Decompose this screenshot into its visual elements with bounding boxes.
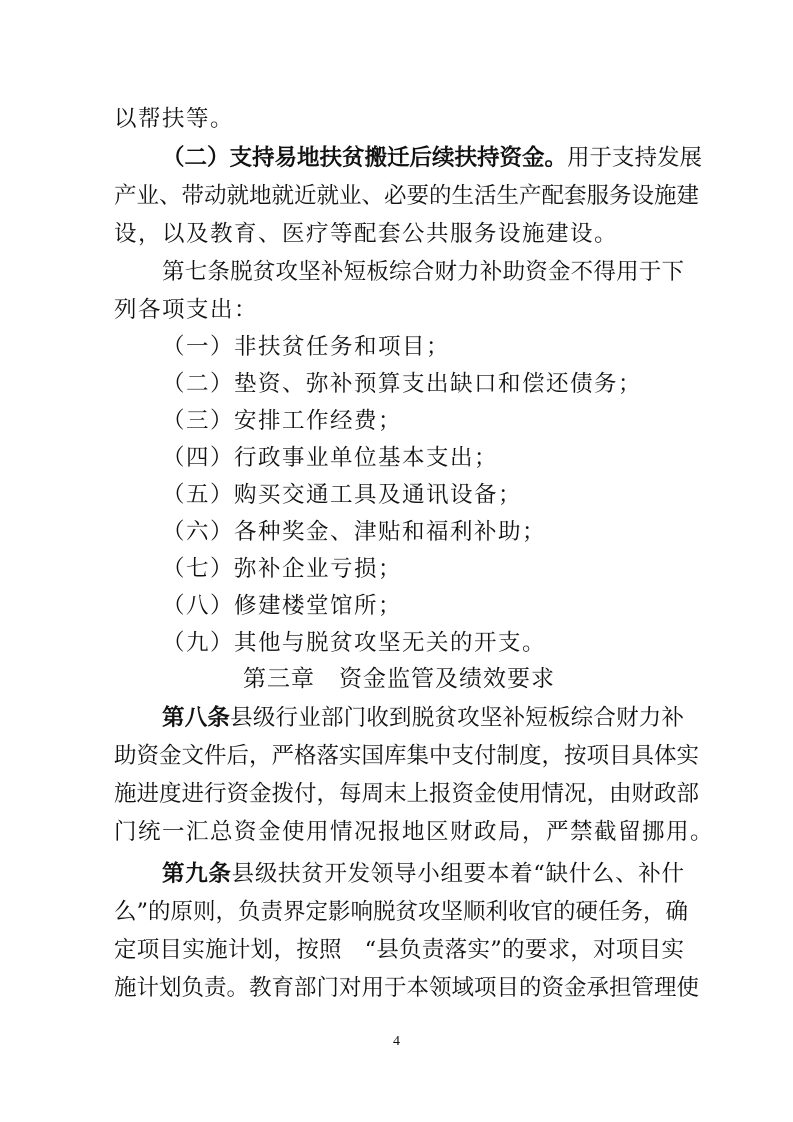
article-label: 第七条 (162, 259, 231, 285)
text-line: 助资金文件后，严格落实国库集中支付制度，按项目具体实 (114, 743, 700, 769)
text-span: 县级扶贫开发领导小组要本着“缺什么、补什 (231, 861, 684, 887)
text-line: 施计划负责。教育部门对用于本领域项目的资金承担管理使 (114, 975, 700, 1001)
article-7-line (162, 256, 684, 288)
text-line: 设，以及教育、医疗等配套公共服务设施建设。 (114, 221, 619, 247)
list-item: （四）行政事业单位基本支出； (162, 445, 499, 471)
text-span: 县级行业部门收到脱贫攻坚补短板综合财力补 (230, 705, 684, 731)
text-span: 脱贫攻坚补短板综合财力补助资金不得用于下 (230, 259, 684, 285)
article-label: 第九条 (162, 861, 232, 887)
chapter-heading: 第三章 资金监管及绩效要求 (243, 666, 555, 692)
text-line: 么”的原则，负责界定影响脱贫攻坚顺利收官的硬任务，确 (114, 899, 689, 925)
list-item: （三）安排工作经费； (162, 408, 403, 434)
text-line: 以帮扶等。 (114, 106, 235, 132)
list-item: （五）购买交通工具及通讯设备； (162, 482, 523, 508)
text-line: 列各项支出： (114, 297, 259, 323)
article-9-line (162, 858, 684, 890)
list-item: （九）其他与脱贫攻坚无关的开支。 (162, 630, 547, 656)
text-line: 门统一汇总资金使用情况报地区财政局，严禁截留挪用。 (114, 819, 715, 845)
list-item: （二）垫资、弥补预算支出缺口和偿还债务； (162, 371, 643, 397)
text-line: 定项目实施计划，按照 “县负责落实”的要求，对项目实 (114, 937, 684, 963)
text-line: 施进度进行资金拨付，每周末上报资金使用情况，由财政部 (114, 781, 700, 807)
paragraph-line (162, 142, 703, 174)
list-item: （六）各种奖金、津贴和福利补助； (162, 519, 547, 545)
list-item: （八）修建楼堂馆所； (162, 593, 403, 619)
list-item: （一）非扶贫任务和项目； (162, 334, 451, 360)
list-item: （七）弥补企业亏损； (162, 556, 403, 582)
section-heading: （二）支持易地扶贫搬迁后续扶持资金。 (162, 145, 568, 171)
text-span: 用于支持发展 (567, 145, 703, 171)
page-number: 4 (393, 1034, 400, 1049)
article-label: 第八条 (162, 705, 231, 731)
article-8-line (162, 702, 684, 734)
text-line: 产业、带动就地就近就业、必要的生活生产配套服务设施建 (114, 183, 700, 209)
